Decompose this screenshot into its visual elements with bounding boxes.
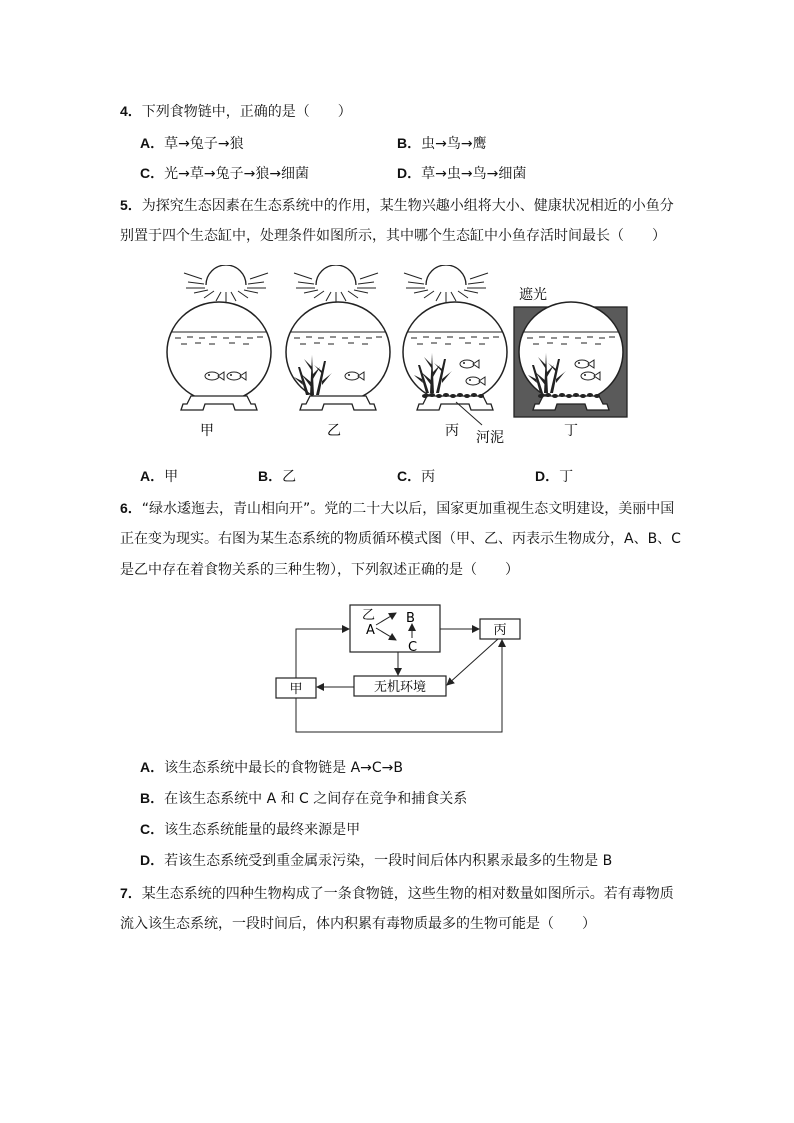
q6-option-c[interactable]: C．该生态系统能量的最终来源是甲 <box>140 821 361 838</box>
box-env-label: 无机环境 <box>373 680 427 695</box>
node-b: B <box>406 611 415 626</box>
sun-icon <box>294 265 378 302</box>
q7-number: 7． <box>120 885 142 901</box>
box-bing-label: 丙 <box>493 623 507 638</box>
q4-stem <box>120 101 352 122</box>
q6-stem-line2: 正在变为现实。右图为某生态系统的物质循环模式图（甲、乙、丙表示生物成分，A、B、C <box>120 531 681 547</box>
tank-label-ding: 丁 <box>564 423 578 439</box>
q4-number: 4． <box>120 103 142 119</box>
mud-label: 河泥 <box>476 430 504 446</box>
tank-label-bing: 丙 <box>445 423 459 439</box>
q4-option-a[interactable]: A．草→兔子→狼 <box>140 135 244 152</box>
q4-option-b[interactable]: B．虫→鸟→鹰 <box>397 135 487 152</box>
q6-number: 6． <box>120 500 142 516</box>
q5-stem-line2: 别置于四个生态缸中，处理条件如图所示，其中哪个生态缸中小鱼存活时间最长（ ） <box>120 228 666 244</box>
q5-option-a[interactable]: A．甲 <box>140 468 179 485</box>
sun-icon <box>404 265 488 302</box>
q6-option-a[interactable]: A．该生态系统中最长的食物链是 A→C→B <box>140 759 403 776</box>
q5-stem-line1: 5．为探究生态因素在生态系统中的作用，某生物兴趣小组将大小、健康状况相近的小鱼分 <box>120 197 674 214</box>
q5-number: 5． <box>120 197 142 213</box>
q7-stem-line2: 流入该生态系统，一段时间后，体内积累有毒物质最多的生物可能是（ ） <box>120 916 596 932</box>
q6-stem-line1: 6．“绿水逶迤去，青山相向开”。党的二十大以后，国家更加重视生态文明建设，美丽中国 <box>120 500 675 517</box>
q5-option-c[interactable]: C．丙 <box>397 468 436 485</box>
q4-option-d[interactable]: D．草→虫→鸟→细菌 <box>397 165 527 182</box>
q5-option-b[interactable]: B．乙 <box>258 468 297 485</box>
q4-stem-text: 下列食物链中，正确的是（ ） <box>141 104 352 120</box>
tank-label-jia: 甲 <box>200 423 214 439</box>
node-a: A <box>366 623 375 638</box>
q6-option-b[interactable]: B．在该生态系统中 A 和 C 之间存在竞争和捕食关系 <box>140 790 468 807</box>
fishbowl-yi <box>286 302 390 410</box>
q6-stem-line3: 是乙中存在着食物关系的三种生物），下列叙述正确的是（ ） <box>120 562 519 578</box>
fishbowl-bing <box>403 302 507 410</box>
shade-label: 遮光 <box>519 287 547 303</box>
box-jia-label: 甲 <box>289 682 303 697</box>
q5-option-d[interactable]: D．丁 <box>535 468 574 485</box>
q4-option-c[interactable]: C．光→草→兔子→狼→细菌 <box>140 165 310 182</box>
q5-fishbowl-figure <box>150 265 640 450</box>
sun-icon <box>184 265 268 302</box>
q7-stem-line1: 7．某生态系统的四种生物构成了一条食物链，这些生物的相对数量如图所示。若有毒物质 <box>120 885 674 902</box>
box-yi-label: 乙 <box>362 608 376 623</box>
node-c: C <box>408 640 418 655</box>
q6-cycle-diagram <box>270 598 530 738</box>
fishbowl-jia <box>167 302 271 410</box>
q6-option-d[interactable]: D．若该生态系统受到重金属汞污染，一段时间后体内积累汞最多的生物是 B <box>140 852 613 869</box>
tank-label-yi: 乙 <box>327 423 341 439</box>
